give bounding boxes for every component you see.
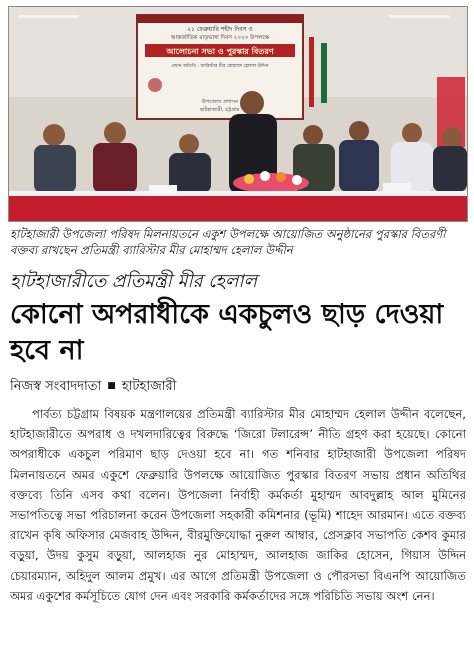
byline-separator: ■	[107, 381, 116, 391]
banner-guest: প্রধান অতিথি : ব্যারিস্টার মীর মোহাম্মদ হেলাল উদ্দিন	[171, 64, 269, 69]
banner-line1: ২১ ফেব্রুয়ারি শহীদ দিবস ও	[187, 26, 253, 33]
reporter: নিজস্ব সংবাদদাতা	[10, 379, 102, 394]
kicker: হাটহাজারীতে প্রতিমন্ত্রী মীর হেলাল	[10, 271, 258, 292]
news-photo	[8, 6, 468, 222]
banner-venue: উপজেলা প্রশাসন	[201, 99, 239, 105]
banner-line2: আন্তর্জাতিক মাতৃভাষা দিবস ২০২৩ উপলক্ষে	[170, 35, 270, 41]
event-banner	[137, 15, 303, 119]
article-body	[10, 404, 466, 606]
dateline-location: হাটহাজারী	[121, 379, 177, 394]
headline: কোনো অপরাধীকে একচুলও ছাড় দেওয়া হবে না	[10, 299, 444, 366]
event-stage-illustration	[9, 7, 467, 221]
body-paragraph: পার্বত্য চট্টগ্রাম বিষয়ক মন্ত্রণালয়ের প্রতিমন্ত্রী ব্যারিস্টার মীর মোহাম্মদ হেলাল উদ্দীন বলেছেন, হাটহাজারীতে অপরাধ ও দখলদারিত্বের বিরুদ্ধে ‘জিরো টলারেন্স’ নীতি গ্রহণ করা হয়েছে। কোনো অপরাধীকে একচুল পরিমাণ ছাড় দেওয়া হবে না। গত শনিবার হাটহাজারী উপজেলা পরিষদ মিলনায়তনে অমর একুশে ফেব্রুয়ারি উপলক্ষে আয়োজিত পুরস্কার বিতরণ সভায় প্রধান অতিথির বক্তব্যে তিনি এসব কথা বলেন। উপজেলা নির্বাহী কর্মকর্তা মুহাম্মদ আবদুল্লাহ আল মুমিনের সভাপতিত্বে সভা পরিচালনা করেন উপজেলা সহকারী কমিশনার (ভূমি) শাহেদ আরমান। এতে বক্তব্য রাখেন কৃষি অফিসার মেজবাহ উদ্দিন, বীরমুক্তিযোদ্ধা নুরুল আম্বার, প্রেসক্লাব সভাপতি কেশব কুমার বড়ুয়া, উদয় কুসুম বড়ুয়া, আলহাজ নুর মোহাম্মদ, আলহাজ জাকির হোসেন, গিয়াস উদ্দিন চেয়ারম্যান, অহিদুল আলম প্রমুখ। এর আগে প্রতিমন্ত্রী উপজেলা ও পৌরসভা বিএনপি আয়োজিত অমর একুশের কর্মসূচিতে যোগ দেন এবং সরকারি কর্মকর্তাদের সঙ্গে পরিচিতি সভায় অংশ নেন।	[10, 407, 466, 603]
byline	[10, 377, 466, 396]
banner-place: হাটহাজারী, চট্টগ্রাম	[200, 107, 240, 113]
photo-caption: হাটহাজারী উপজেলা পরিষদ মিলনায়তনে একুশ উপলক্ষে আয়োজিত অনুষ্ঠানের পুরস্কার বিতরণী বক্তব্য রাখছেন প্রতিমন্ত্রী ব্যারিস্টার মীর মোহাম্মদ হেলাল উদ্দীন	[10, 227, 446, 257]
banner-title: আলোচনা সভা ও পুরস্কার বিতরণ	[166, 47, 274, 56]
